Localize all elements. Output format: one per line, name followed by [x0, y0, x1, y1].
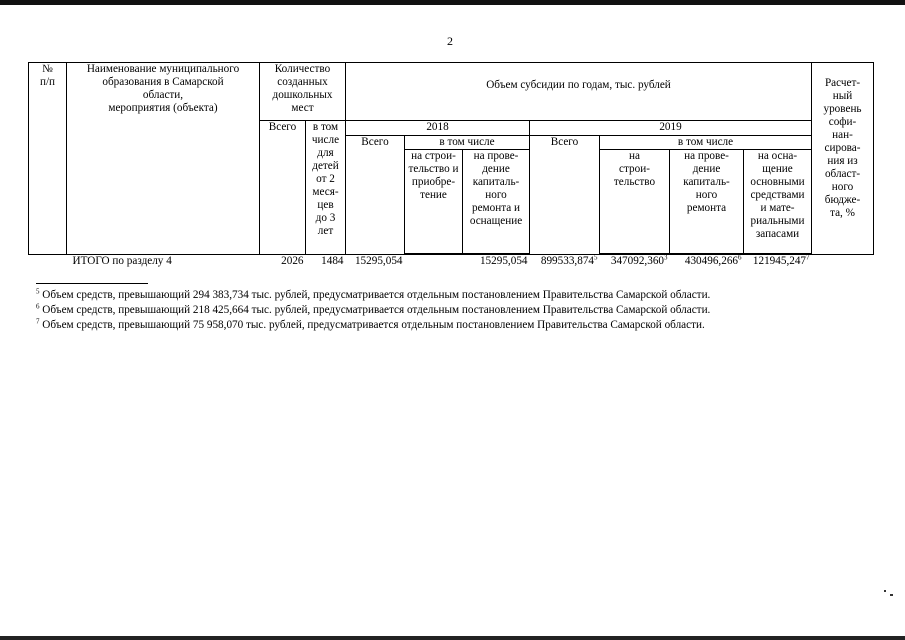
header-year-2018: 2018	[346, 121, 530, 136]
scan-speck	[890, 594, 893, 596]
header-municipality-name: Наименование муниципального образования в Самарской области, мероприятия (объекта)	[67, 63, 260, 255]
total-row-label: ИТОГО по разделу 4	[72, 255, 172, 267]
total-2019-repair: 430496,266$^6$	[684, 253, 742, 267]
footnote-separator	[36, 283, 148, 284]
total-places-children: 1484	[321, 255, 344, 267]
total-2019-construction: 347092,360$^3$	[610, 253, 668, 267]
footnotes	[36, 288, 876, 333]
total-places: 2026	[281, 255, 304, 267]
header-2019-including: в том числе	[600, 136, 812, 150]
header-2018-construction: на строи- тельство и приобре- тение	[405, 150, 463, 254]
header-2019-construction: на строи- тельство	[600, 150, 670, 254]
header-2018-repair: на прове- дение капиталь- ного ремонта и оснащение	[463, 150, 530, 254]
header-2018-including: в том числе	[405, 136, 530, 150]
scan-edge-top	[0, 0, 905, 5]
footnote: $^7$ Объем средств, превышающий 75 958,070 тыс. рублей, предусматривается отдельным постановлением Правительства Самарской области.	[36, 317, 705, 331]
header-2019-equipment: на осна- щение основными средствами и мате- риальными запасами	[744, 150, 812, 254]
header-year-2019: 2019	[530, 121, 812, 136]
total-2018-construction	[405, 255, 463, 269]
header-2018-total: Всего	[346, 136, 405, 255]
total-2018: 15295,054	[354, 255, 403, 267]
header-places-total: Всего	[260, 121, 306, 255]
total-2019-equipment: 121945,247$^7$	[752, 253, 810, 267]
header-number: № п/п	[29, 63, 67, 255]
header-places-children: в том числе для детей от 2 меся- цев до 3 лет	[306, 121, 346, 255]
header-2019-repair: на прове- дение капиталь- ного ремонта	[670, 150, 744, 254]
page-number: 2	[447, 34, 453, 48]
header-2019-total: Всего	[530, 136, 600, 255]
scan-speck	[884, 590, 886, 592]
scan-edge-bottom	[0, 636, 905, 640]
total-row	[29, 255, 874, 269]
total-2018-repair: 15295,054	[479, 255, 528, 267]
footnote: $^6$ Объем средств, превышающий 218 425,664 тыс. рублей, предусматривается отдельным постановлением Правительства Самарской области.	[36, 302, 711, 316]
header-subsidy: Объем субсидии по годам, тыс. рублей	[346, 63, 812, 121]
header-places: Количество созданных дошкольных мест	[260, 63, 346, 121]
total-2019: 899533,874$^5$	[540, 253, 598, 267]
header-cofinancing-rate: Расчет- ный уровень софи- нан- сирова- ния из област- ного бюдже- та, %	[812, 63, 874, 255]
subsidy-table	[28, 62, 874, 269]
footnote: $^5$ Объем средств, превышающий 294 383,734 тыс. рублей, предусматривается отдельным постановлением Правительства Самарской области.	[36, 287, 711, 301]
